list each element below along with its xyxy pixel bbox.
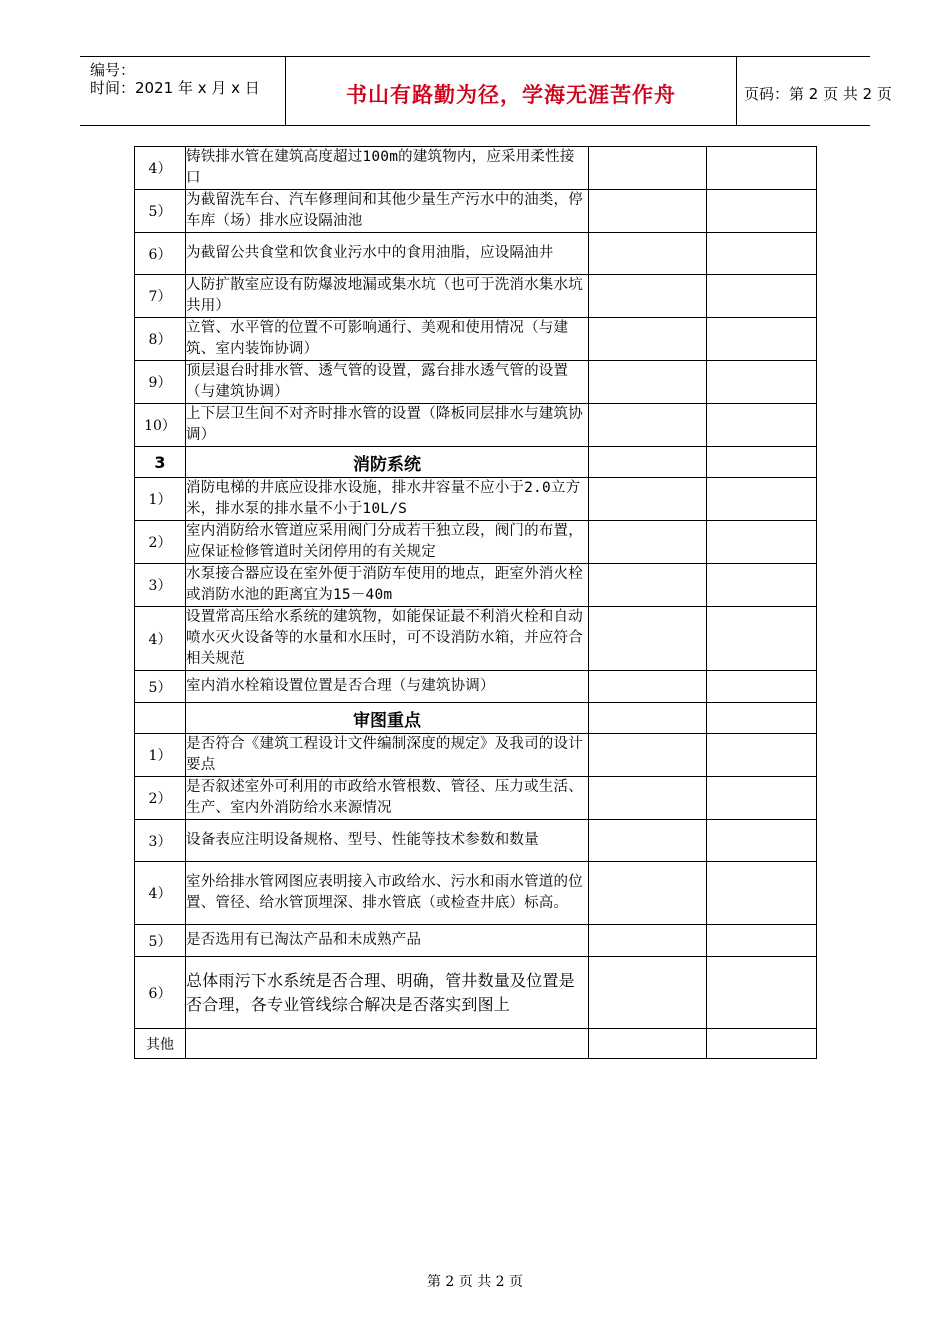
check-cell [589,820,707,862]
row-number: 1） [135,734,186,777]
row-number: 1） [135,478,186,521]
document-time-label: 时间：2021 年 x 月 x 日 [90,79,260,97]
row-number: 8） [135,318,186,361]
table-row [135,564,817,607]
remark-cell [707,607,817,671]
row-number: 5） [135,190,186,233]
check-cell [589,447,707,478]
check-cell [589,361,707,404]
header-motto-cell [285,57,737,125]
section-number: 3 [135,447,186,478]
row-text: 是否叙述室外可利用的市政给水管根数、管径、压力或生活、生产、室内外消防给水来源情况 [186,777,589,820]
row-number: 4） [135,607,186,671]
remark-cell [707,820,817,862]
check-cell [589,318,707,361]
check-cell [589,734,707,777]
table-row [135,521,817,564]
section-row [135,703,817,734]
remark-cell [707,925,817,957]
table-row [135,777,817,820]
check-cell [589,607,707,671]
row-number: 10） [135,404,186,447]
table-row [135,275,817,318]
remark-cell [707,233,817,275]
remark-cell [707,447,817,478]
check-cell [589,862,707,925]
page-header [80,56,892,126]
row-text: 为截留公共食堂和饮食业污水中的食用油脂，应设隔油井 [186,233,589,275]
check-cell [589,147,707,190]
remark-cell [707,957,817,1029]
table-row [135,925,817,957]
remark-cell [707,564,817,607]
row-text: 是否选用有已淘汰产品和未成熟产品 [186,925,589,957]
remark-cell [707,478,817,521]
check-cell [589,190,707,233]
table-row [135,820,817,862]
row-text: 总体雨污下水系统是否合理、明确，管井数量及位置是否合理，各专业管线综合解决是否落实到图上 [186,957,589,1029]
remark-cell [707,190,817,233]
table-row [135,361,817,404]
document-number-label: 编号： [90,61,136,79]
table-row [135,957,817,1029]
row-text: 为截留洗车台、汽车修理间和其他少量生产污水中的油类，停车库（场）排水应设隔油池 [186,190,589,233]
row-number: 3） [135,564,186,607]
remark-cell [707,671,817,703]
table-row [135,734,817,777]
row-number: 7） [135,275,186,318]
row-text: 顶层退台时排水管、透气管的设置，露台排水透气管的设置（与建筑协调） [186,361,589,404]
row-text: 上下层卫生间不对齐时排水管的设置（降板同层排水与建筑协调） [186,404,589,447]
table-row [135,1029,817,1059]
header-motto: 书山有路勤为径，学海无涯苦作舟 [346,83,676,107]
table-row [135,862,817,925]
page-footer: 第 2 页 共 2 页 [426,1274,524,1290]
row-number: 4） [135,147,186,190]
remark-cell [707,734,817,777]
row-text: 设备表应注明设备规格、型号、性能等技术参数和数量 [186,820,589,862]
check-cell [589,404,707,447]
row-text: 铸铁排水管在建筑高度超过100m的建筑物内，应采用柔性接口 [186,147,589,190]
table-row [135,478,817,521]
row-text: 室内消水栓箱设置位置是否合理（与建筑协调） [186,671,589,703]
remark-cell [707,703,817,734]
table-row [135,147,817,190]
check-cell [589,777,707,820]
row-text: 是否符合《建筑工程设计文件编制深度的规定》及我司的设计要点 [186,734,589,777]
table-row [135,190,817,233]
row-number: 5） [135,671,186,703]
check-cell [589,275,707,318]
row-number: 4） [135,862,186,925]
section-title: 审图重点 [186,703,589,734]
row-number: 9） [135,361,186,404]
remark-cell [707,147,817,190]
check-cell [589,564,707,607]
check-cell [589,1029,707,1059]
row-number: 3） [135,820,186,862]
row-number: 5） [135,925,186,957]
table-row [135,404,817,447]
header-page-label: 页码：第 2 页 共 2 页 [744,84,892,103]
row-number: 其他 [135,1029,186,1059]
row-number: 2） [135,777,186,820]
row-text: 室外给排水管网图应表明接入市政给水、污水和雨水管道的位置、管径、给水管顶埋深、排水管底（或检查井底）标高。 [186,862,589,925]
check-cell [589,957,707,1029]
header-meta [80,57,285,125]
row-text: 室内消防给水管道应采用阀门分成若干独立段，阀门的布置，应保证检修管道时关闭停用的有关规定 [186,521,589,564]
section-row [135,447,817,478]
section-title: 消防系统 [186,447,589,478]
row-text: 立管、水平管的位置不可影响通行、美观和使用情况（与建筑、室内装饰协调） [186,318,589,361]
check-cell [589,703,707,734]
table-row [135,233,817,275]
remark-cell [707,275,817,318]
table-row [135,318,817,361]
row-number: 6） [135,957,186,1029]
row-number: 2） [135,521,186,564]
row-text [186,1029,589,1059]
remark-cell [707,521,817,564]
table-row [135,671,817,703]
check-cell [589,521,707,564]
row-text: 水泵接合器应设在室外便于消防车使用的地点，距室外消火栓或消防水池的距离宜为15－40m [186,564,589,607]
check-cell [589,671,707,703]
row-text: 人防扩散室应设有防爆波地漏或集水坑（也可于洗消水集水坑共用） [186,275,589,318]
header-page-cell [736,57,892,125]
remark-cell [707,862,817,925]
section-number [135,703,186,734]
remark-cell [707,1029,817,1059]
row-text: 消防电梯的井底应设排水设施，排水井容量不应小于2.0立方米，排水泵的排水量不小于10L/S [186,478,589,521]
row-number: 6） [135,233,186,275]
check-cell [589,233,707,275]
table-row [135,607,817,671]
remark-cell [707,404,817,447]
review-checklist-table [134,146,817,1059]
row-text: 设置常高压给水系统的建筑物，如能保证最不利消火栓和自动喷水灭火设备等的水量和水压时，可不设消防水箱，并应符合相关规范 [186,607,589,671]
remark-cell [707,361,817,404]
check-cell [589,478,707,521]
remark-cell [707,318,817,361]
check-cell [589,925,707,957]
remark-cell [707,777,817,820]
